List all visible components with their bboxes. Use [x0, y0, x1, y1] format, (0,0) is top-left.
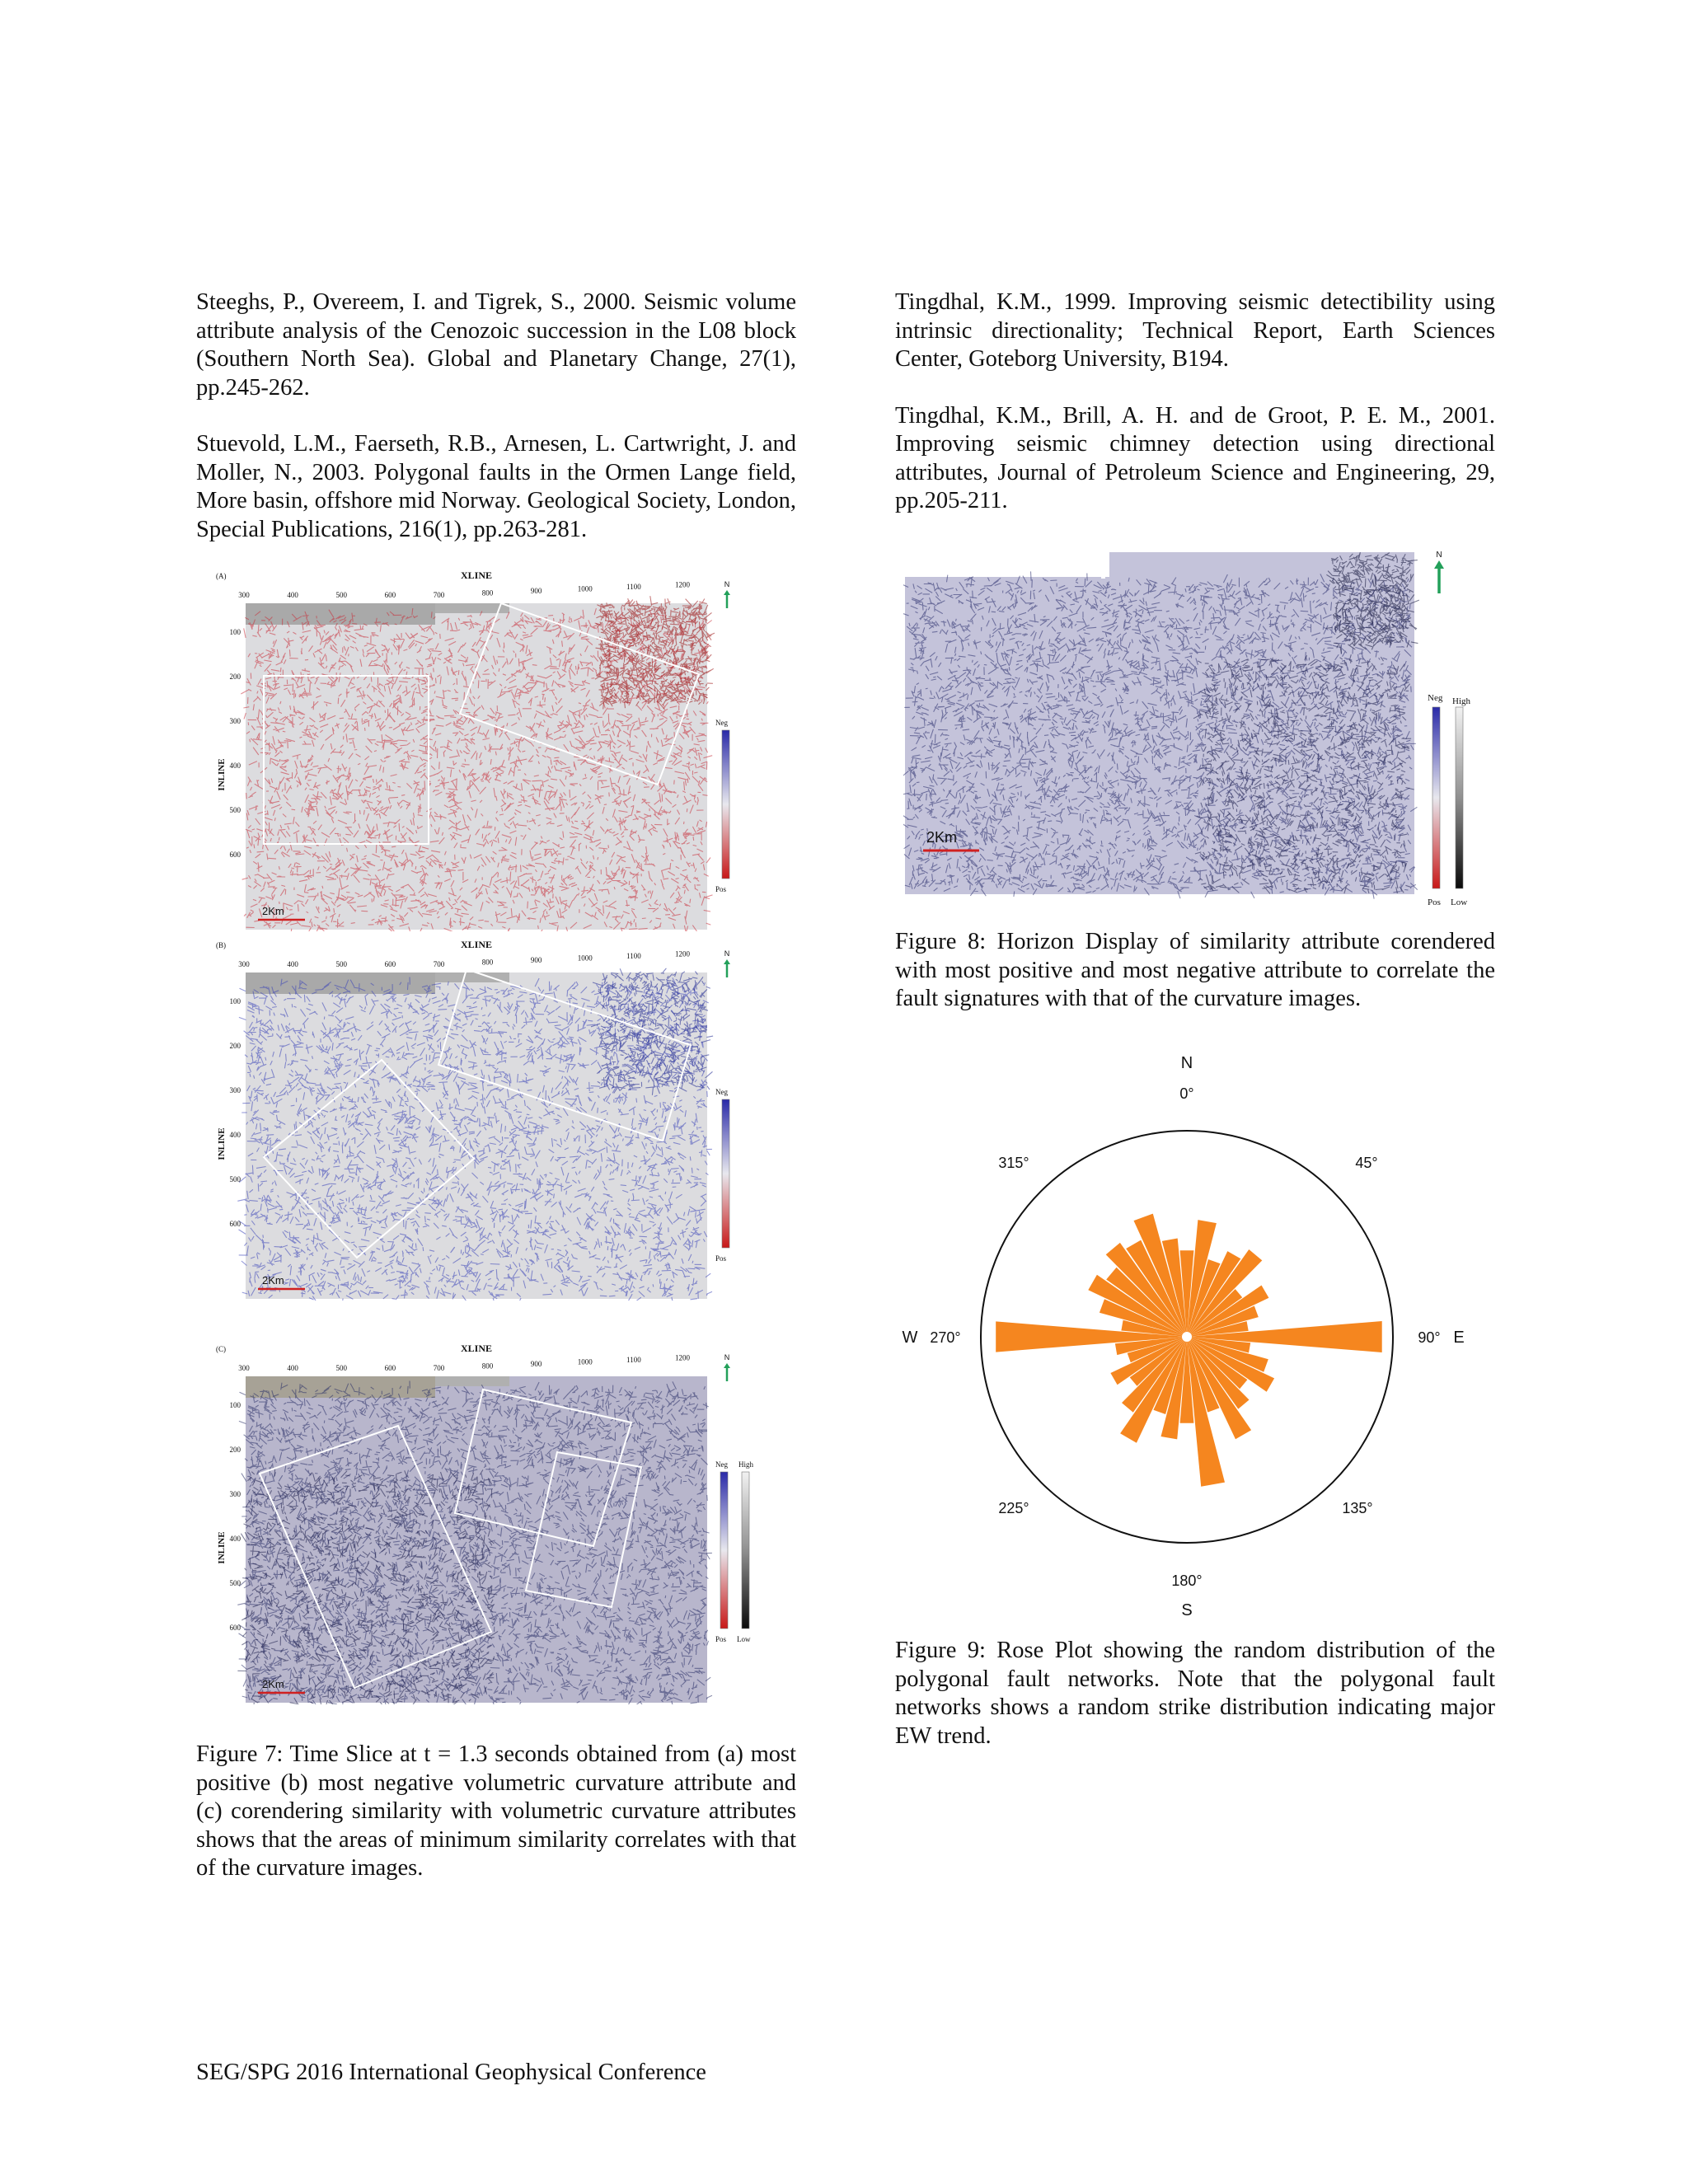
- label-180-deg: 180°: [1171, 1572, 1203, 1589]
- label-225-deg: 225°: [998, 1500, 1029, 1516]
- label-south: S: [1181, 1601, 1193, 1619]
- figure7-panel-c: [213, 1342, 773, 1704]
- label-north: N: [1180, 1054, 1193, 1072]
- figure9-rose-plot: [890, 1047, 1500, 1624]
- scale-bar-label: 2Km: [262, 1274, 284, 1286]
- inline-tick-label: 200: [229, 673, 241, 681]
- label-135-deg: 135°: [1342, 1500, 1373, 1516]
- xline-tick-label: 400: [287, 960, 298, 968]
- label-45-deg: 45°: [1355, 1155, 1378, 1171]
- inline-tick-label: 100: [229, 628, 241, 636]
- inline-axis-title: INLINE: [217, 1127, 227, 1160]
- colorbar-neg-label: Neg: [1428, 693, 1443, 703]
- colorbar-pos-label: Pos: [715, 885, 727, 893]
- inline-tick-label: 500: [229, 806, 241, 814]
- inline-tick-label: 600: [229, 851, 241, 859]
- xline-tick-label: 700: [433, 960, 445, 968]
- curvature-colorbar: [720, 1472, 728, 1629]
- xline-tick-label: 500: [335, 1364, 347, 1372]
- xline-tick-label: 800: [481, 958, 494, 967]
- panel-label: (B): [216, 941, 226, 949]
- figure7-panel-b: [213, 938, 773, 1301]
- inline-tick-label: 200: [229, 1446, 241, 1454]
- similarity-colorbar: [1456, 707, 1463, 888]
- inline-tick-label: 600: [229, 1220, 241, 1228]
- north-label: N: [724, 949, 730, 958]
- north-label: N: [1436, 551, 1442, 560]
- inline-tick-label: 200: [229, 1042, 241, 1050]
- xline-tick-label: 800: [481, 1361, 494, 1371]
- label-east: E: [1453, 1329, 1465, 1347]
- references-right: [895, 288, 1495, 544]
- map-no-data-zone: [246, 603, 435, 625]
- colorbar-pos-label: Pos: [715, 1635, 727, 1643]
- rose-center: [1182, 1332, 1192, 1342]
- references-left: [196, 288, 796, 572]
- figure7-panel-a: [213, 569, 773, 931]
- inline-tick-label: 100: [229, 997, 241, 1005]
- xline-tick-label: 600: [384, 960, 396, 968]
- xline-tick-label: 300: [238, 591, 250, 599]
- inline-tick-label: 300: [229, 1086, 241, 1094]
- xline-tick-label: 1000: [577, 1357, 593, 1366]
- north-label: N: [724, 580, 730, 588]
- xline-tick-label: 400: [287, 591, 298, 599]
- panel-label: (A): [216, 572, 227, 580]
- xline-tick-label: 300: [238, 960, 250, 968]
- curvature-colorbar: [722, 1099, 729, 1248]
- map-no-data-zone: [246, 972, 435, 994]
- figure9-caption: Figure 9: Rose Plot showing the random distribution of the polygonal fault networks. Note that the polygonal fault networks shows a random strike distribution indicating major EW trend.: [895, 1638, 1495, 1749]
- xline-tick-label: 600: [384, 591, 396, 599]
- colorbar-pos-label: Pos: [715, 1254, 727, 1263]
- scale-bar-label: 2Km: [262, 905, 284, 917]
- inline-tick-label: 400: [229, 1535, 241, 1543]
- map-no-data-zone: [435, 972, 509, 982]
- xline-tick-label: 900: [530, 1360, 542, 1368]
- figure7-caption: Figure 7: Time Slice at t = 1.3 seconds obtained from (a) most positive (b) most negative volumetric curvature attribute and (c) corendering similarity with volumetric curvature attributes shows that the areas of minimum similarity correlates with that of the curvature images.: [196, 1741, 796, 1881]
- map-no-data-zone: [246, 1376, 435, 1398]
- curvature-colorbar: [1432, 707, 1440, 888]
- xline-tick-label: 500: [335, 960, 347, 968]
- xline-tick-label: 500: [335, 591, 347, 599]
- colorbar-high-label: High: [1452, 696, 1470, 706]
- xline-tick-label: 600: [384, 1364, 396, 1372]
- xline-tick-label: 1200: [675, 1353, 690, 1362]
- xline-tick-label: 700: [433, 1364, 445, 1372]
- inline-tick-label: 300: [229, 717, 241, 725]
- xline-tick-label: 1100: [626, 1356, 641, 1364]
- inline-tick-label: 300: [229, 1490, 241, 1498]
- xline-axis-title: XLINE: [460, 939, 493, 950]
- xline-tick-label: 700: [433, 591, 445, 599]
- reference-tingdhal-1999: Tingdhal, K.M., 1999. Improving seismic detectibility using intrinsic directionality; Technical Report, Earth Sciences Center, Goteborg University, B194.: [895, 289, 1495, 372]
- inline-tick-label: 500: [229, 1579, 241, 1587]
- north-arrow-head-icon: [724, 590, 730, 595]
- xline-tick-label: 1200: [675, 580, 690, 589]
- footer-conference: SEG/SPG 2016 International Geophysical Conference: [196, 2060, 706, 2085]
- xline-tick-label: 900: [530, 956, 542, 964]
- label-315-deg: 315°: [998, 1155, 1029, 1171]
- map-no-data-zone: [435, 1376, 509, 1386]
- label-270-deg: 270°: [930, 1329, 961, 1346]
- xline-tick-label: 800: [481, 588, 494, 598]
- inline-tick-label: 600: [229, 1624, 241, 1632]
- label-0-deg: 0°: [1179, 1085, 1194, 1102]
- scale-bar-label: 2Km: [262, 1678, 284, 1690]
- xline-tick-label: 900: [530, 587, 542, 595]
- xline-tick-label: 1100: [626, 583, 641, 591]
- similarity-colorbar: [742, 1472, 749, 1629]
- label-90-deg: 90°: [1418, 1329, 1441, 1346]
- xline-axis-title: XLINE: [460, 1343, 493, 1354]
- colorbar-pos-label: Pos: [1428, 898, 1441, 907]
- reference-steeghs: Steeghs, P., Overeem, I. and Tigrek, S., 2000. Seismic volume attribute analysis of the Cenozoic succession in the L08 block (Southern North Sea). Global and Planetary Change, 27(1), pp.245-262.: [196, 289, 796, 401]
- inline-axis-title: INLINE: [217, 1531, 227, 1564]
- xline-tick-label: 1200: [675, 949, 690, 958]
- panel-label: (C): [216, 1345, 226, 1353]
- colorbar-neg-label: Neg: [715, 719, 728, 727]
- xline-tick-label: 1000: [577, 584, 593, 593]
- inline-tick-label: 400: [229, 1131, 241, 1139]
- colorbar-high-label: High: [738, 1460, 753, 1469]
- reference-stuevold: Stuevold, L.M., Faerseth, R.B., Arnesen, L. Cartwright, J. and Moller, N., 2003. Polygonal faults in the Ormen Lange field, More basin, offshore mid Norway. Geological Society, London, Special Publications, 216(1), pp.263-281.: [196, 431, 796, 542]
- scale-bar-label: 2Km: [926, 829, 958, 846]
- colorbar-neg-label: Neg: [715, 1460, 728, 1469]
- label-west: W: [902, 1329, 918, 1347]
- colorbar-low-label: Low: [1451, 898, 1468, 907]
- xline-tick-label: 1000: [577, 954, 593, 963]
- inline-tick-label: 100: [229, 1401, 241, 1409]
- north-label: N: [724, 1353, 730, 1361]
- reference-tingdhal-2001: Tingdhal, K.M., Brill, A. H. and de Groot, P. E. M., 2001. Improving seismic chimney detection using directional attributes, Journal of Petroleum Science and Engineering, 29, pp.205-211.: [895, 402, 1495, 513]
- xline-tick-label: 400: [287, 1364, 298, 1372]
- north-arrow-head-icon: [724, 959, 730, 964]
- xline-axis-title: XLINE: [460, 569, 493, 581]
- xline-tick-label: 300: [238, 1364, 250, 1372]
- colorbar-low-label: Low: [737, 1635, 751, 1643]
- north-arrow-head-icon: [724, 1363, 730, 1368]
- figure8-caption: Figure 8: Horizon Display of similarity attribute corendered with most positive and most negative attribute to correlate the fault signatures with that of the curvature images.: [895, 929, 1495, 1011]
- north-arrow-head-icon: [1434, 560, 1444, 569]
- xline-tick-label: 1100: [626, 952, 641, 960]
- inline-tick-label: 400: [229, 762, 241, 770]
- inline-axis-title: INLINE: [217, 758, 227, 791]
- curvature-colorbar: [722, 730, 729, 879]
- figure8-horizon-display: [903, 544, 1480, 911]
- inline-tick-label: 500: [229, 1175, 241, 1183]
- colorbar-neg-label: Neg: [715, 1088, 728, 1096]
